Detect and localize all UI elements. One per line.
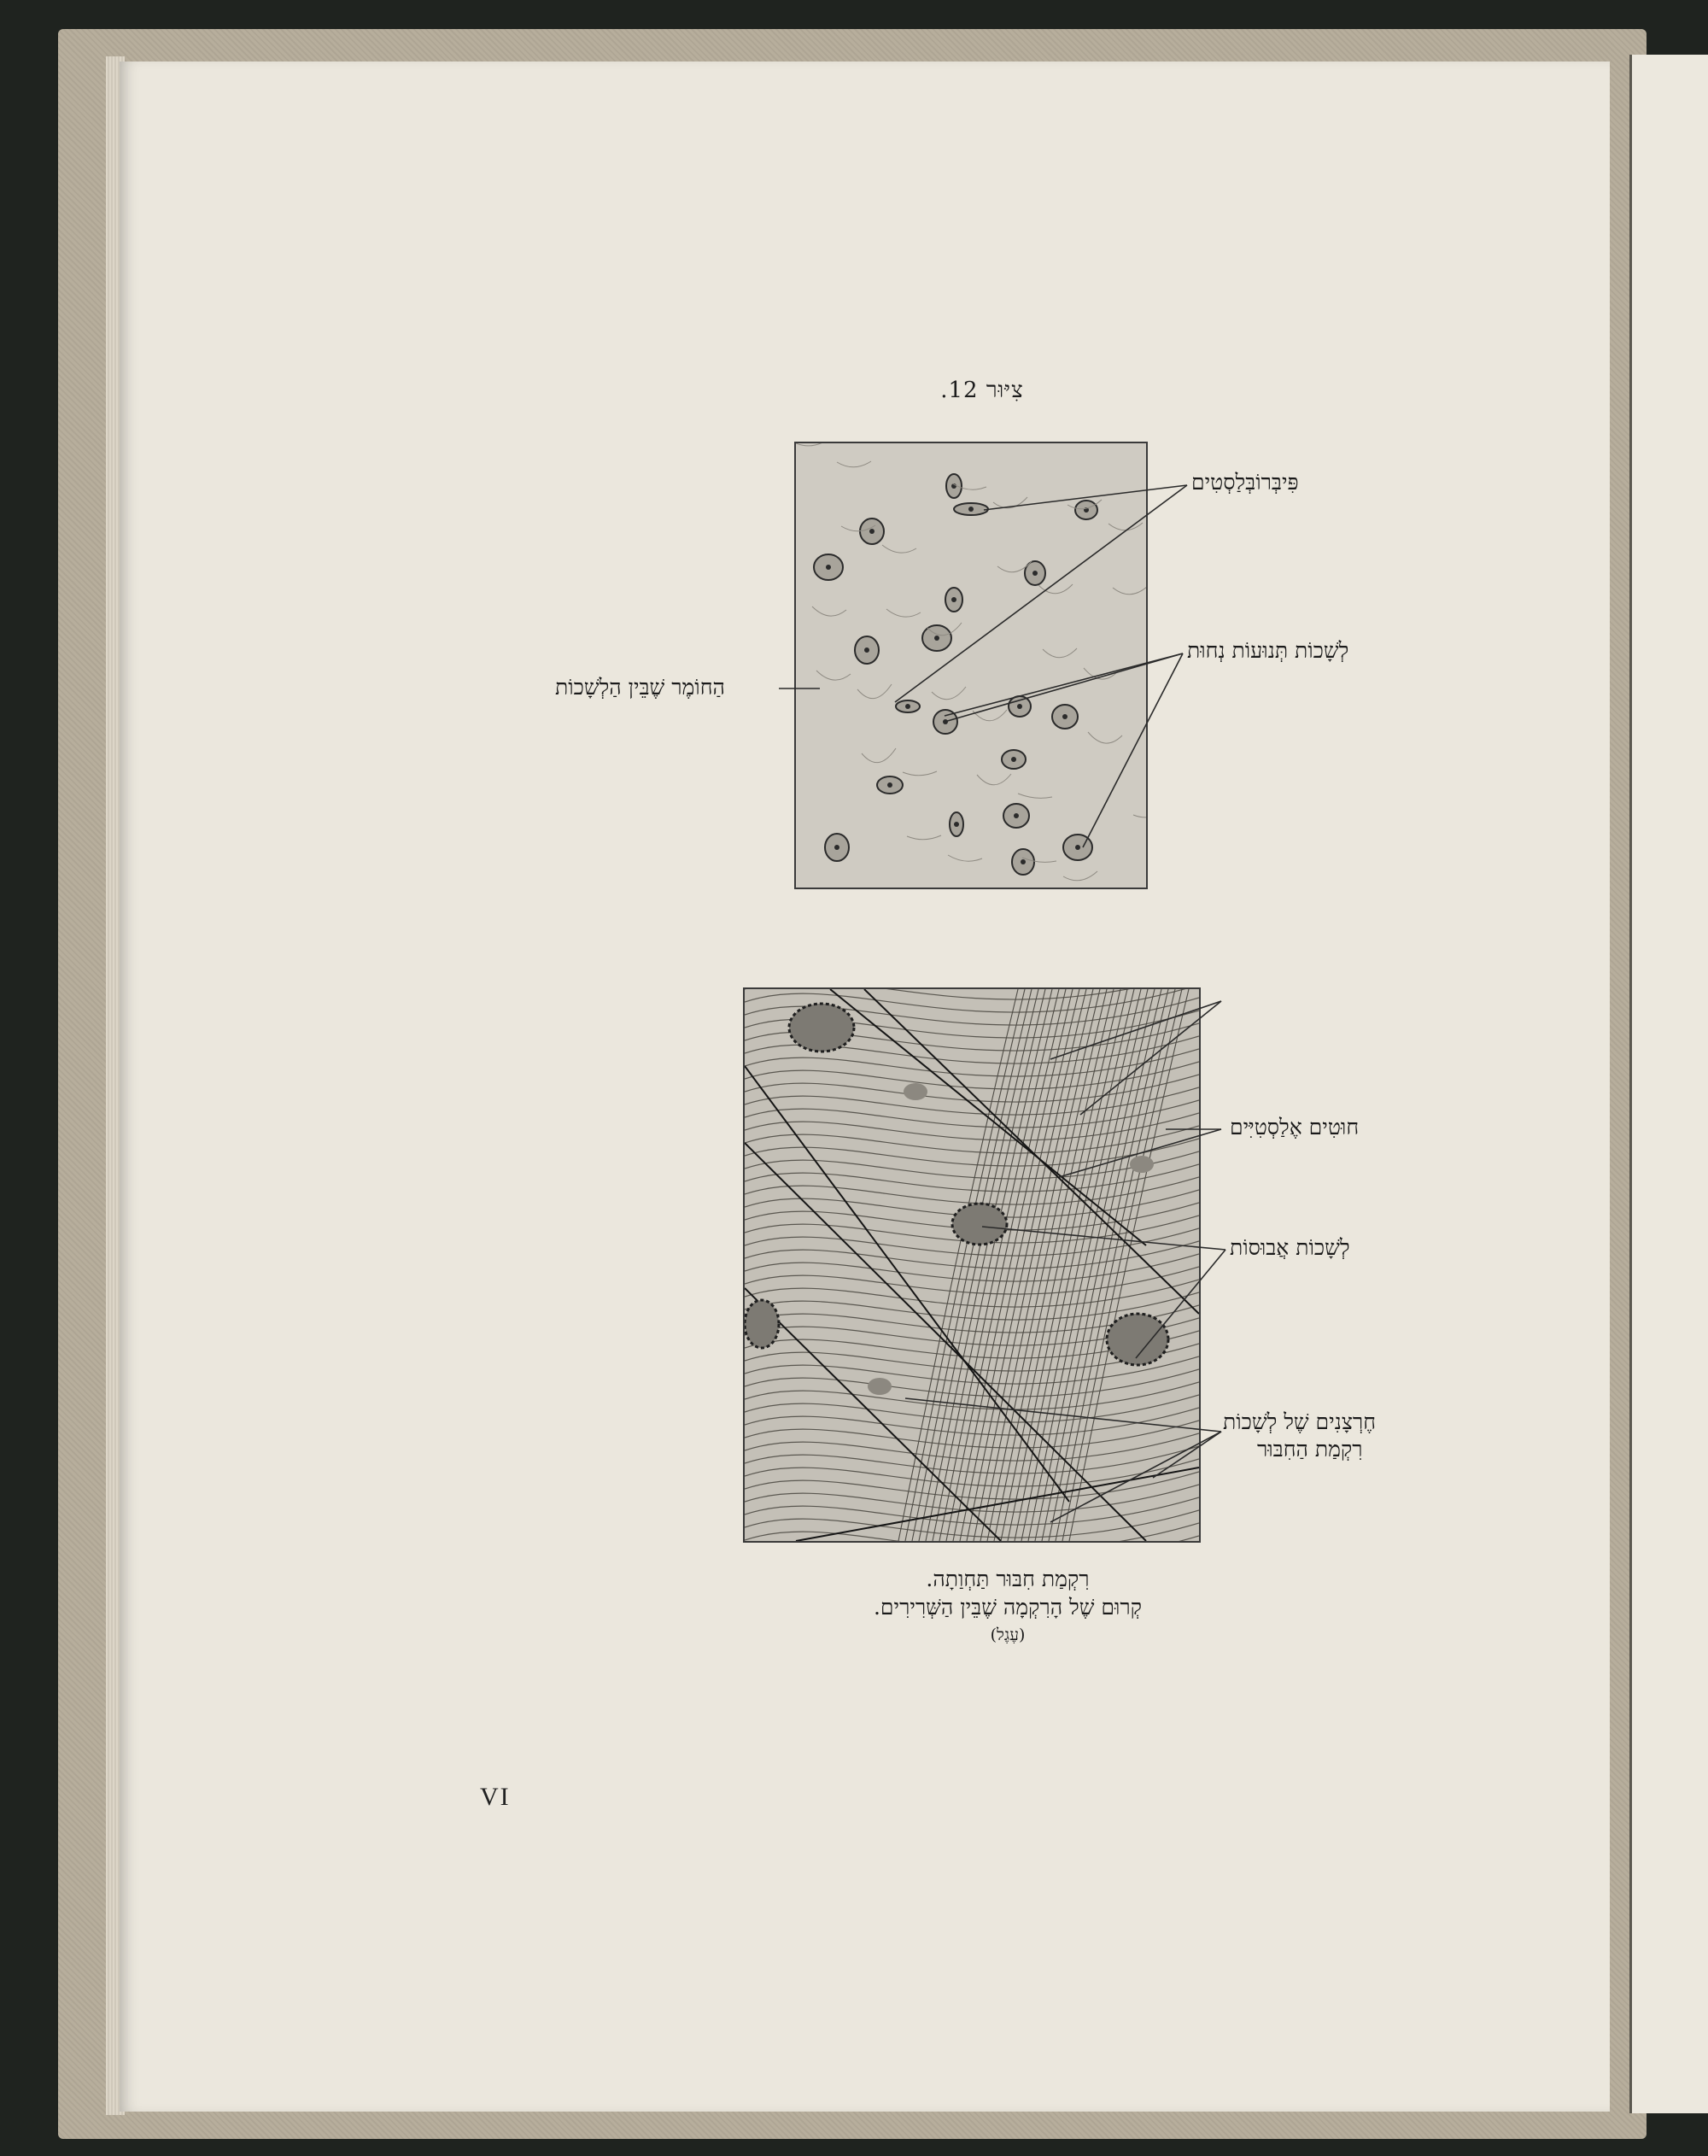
cell-nucleolus bbox=[905, 704, 910, 709]
fiber-strand bbox=[948, 855, 982, 861]
fiber-strand bbox=[973, 710, 1007, 721]
fiber-strand bbox=[1063, 871, 1097, 881]
fat-cell bbox=[952, 1204, 1007, 1245]
fat-cell bbox=[789, 1004, 854, 1052]
fiber-strand bbox=[993, 497, 1027, 508]
caption-credit: (עֶגֶל) bbox=[990, 1626, 1026, 1644]
label-fat-cells: לְשָׁכוֹת אֲבוּסוֹת bbox=[1230, 1235, 1350, 1260]
cell-nucleolus bbox=[1014, 813, 1019, 818]
cell-nucleolus bbox=[826, 565, 831, 570]
label-elastic-fibers: חוּטִים אֶלַסְטִיִּים bbox=[1230, 1115, 1360, 1140]
label-ground-substance: הַחוֹמֶר שֶׁבֵּין הַלְשָׁכוֹת bbox=[555, 675, 725, 700]
figure-1-micrograph bbox=[794, 442, 1148, 889]
elastic-fiber bbox=[796, 1468, 1199, 1541]
page-folio: VI bbox=[480, 1783, 511, 1811]
cell-nucleolus bbox=[951, 597, 956, 602]
caption-line-1: רִקְמַת חִבּוּר תַּחְוַתָה. bbox=[926, 1567, 1090, 1591]
fiber-strand bbox=[837, 461, 871, 467]
cell-nucleolus bbox=[887, 782, 892, 788]
cell-nucleolus bbox=[968, 507, 974, 512]
fiber-strand bbox=[812, 606, 846, 616]
elastic-fiber bbox=[745, 1288, 1001, 1541]
caption-line-2: קְרוּם שֶׁל הָרִקְמָה שֶׁבֵּין הַשְּׁרִירִים. bbox=[873, 1595, 1143, 1620]
fiber-strand bbox=[932, 687, 966, 700]
fiber-strand bbox=[1043, 648, 1077, 658]
fiber-strand bbox=[1018, 794, 1052, 798]
fat-cell bbox=[745, 1300, 779, 1348]
cell-nucleolus bbox=[864, 647, 869, 653]
label-mobile-cells: לְשָׁכוֹת תְּנוּעוֹת נְחוּת bbox=[1187, 638, 1349, 663]
collagen-bundle bbox=[912, 989, 1032, 1541]
figure-caption bbox=[777, 1565, 1238, 1649]
fiber-strand bbox=[886, 609, 921, 617]
cell-nucleolus bbox=[1021, 859, 1026, 864]
collagen-bundle bbox=[946, 989, 1066, 1541]
figure-2-micrograph bbox=[743, 987, 1201, 1543]
fiber-strand bbox=[1088, 732, 1122, 743]
cell-nucleolus bbox=[1032, 571, 1038, 576]
fiber-strand bbox=[1113, 587, 1146, 595]
fiber-strand bbox=[1084, 668, 1118, 679]
label-fibroblasts: פִּיבְּרוֹבְּלַסְטִים bbox=[1191, 470, 1299, 495]
cell-nucleolus bbox=[954, 822, 959, 827]
fiber-strand bbox=[882, 545, 916, 553]
fiber-strand bbox=[1133, 810, 1146, 817]
cell-nucleolus bbox=[1017, 704, 1022, 709]
label-fibrils-line2: רִקְמַת הַחִבּוּר bbox=[1257, 1437, 1363, 1462]
facing-page-edge bbox=[1629, 55, 1708, 2113]
cell-nucleolus bbox=[1062, 714, 1068, 719]
fibroblast-nucleus bbox=[904, 1083, 927, 1100]
fiber-strand bbox=[1108, 523, 1143, 530]
fiber-strand bbox=[903, 771, 937, 776]
figure-title: צִיּוּר 12. bbox=[940, 378, 1024, 403]
fiber-strand bbox=[907, 835, 941, 840]
fiber-strand bbox=[977, 774, 1011, 785]
elastic-fiber bbox=[745, 1143, 1146, 1541]
fiber-strand bbox=[816, 671, 851, 680]
collagen-bundle bbox=[905, 989, 1025, 1541]
fiber-strand bbox=[857, 684, 892, 699]
fiber-strand bbox=[1038, 584, 1073, 594]
figure-2-illustration bbox=[745, 989, 1199, 1541]
fiber-strand bbox=[862, 748, 896, 763]
figure-1-illustration bbox=[796, 443, 1146, 888]
elastic-fiber bbox=[745, 1066, 1069, 1502]
cell-nucleolus bbox=[869, 529, 874, 534]
cell-nucleolus bbox=[1011, 757, 1016, 762]
fibroblast-nucleus bbox=[1130, 1156, 1154, 1173]
cell-nucleolus bbox=[1075, 845, 1080, 850]
collagen-fiber bbox=[745, 989, 1199, 999]
cell-nucleolus bbox=[834, 845, 839, 850]
cell-nucleolus bbox=[934, 636, 939, 641]
label-fibrils-line1: חֶרְצָנִים שֶׁל לְשָׁכוֹת bbox=[1223, 1409, 1377, 1434]
cell-nucleolus bbox=[943, 719, 948, 724]
fiber-strand bbox=[796, 443, 830, 446]
fibroblast-nucleus bbox=[868, 1378, 892, 1395]
collagen-bundle bbox=[953, 989, 1073, 1541]
fat-cell bbox=[1107, 1314, 1168, 1365]
